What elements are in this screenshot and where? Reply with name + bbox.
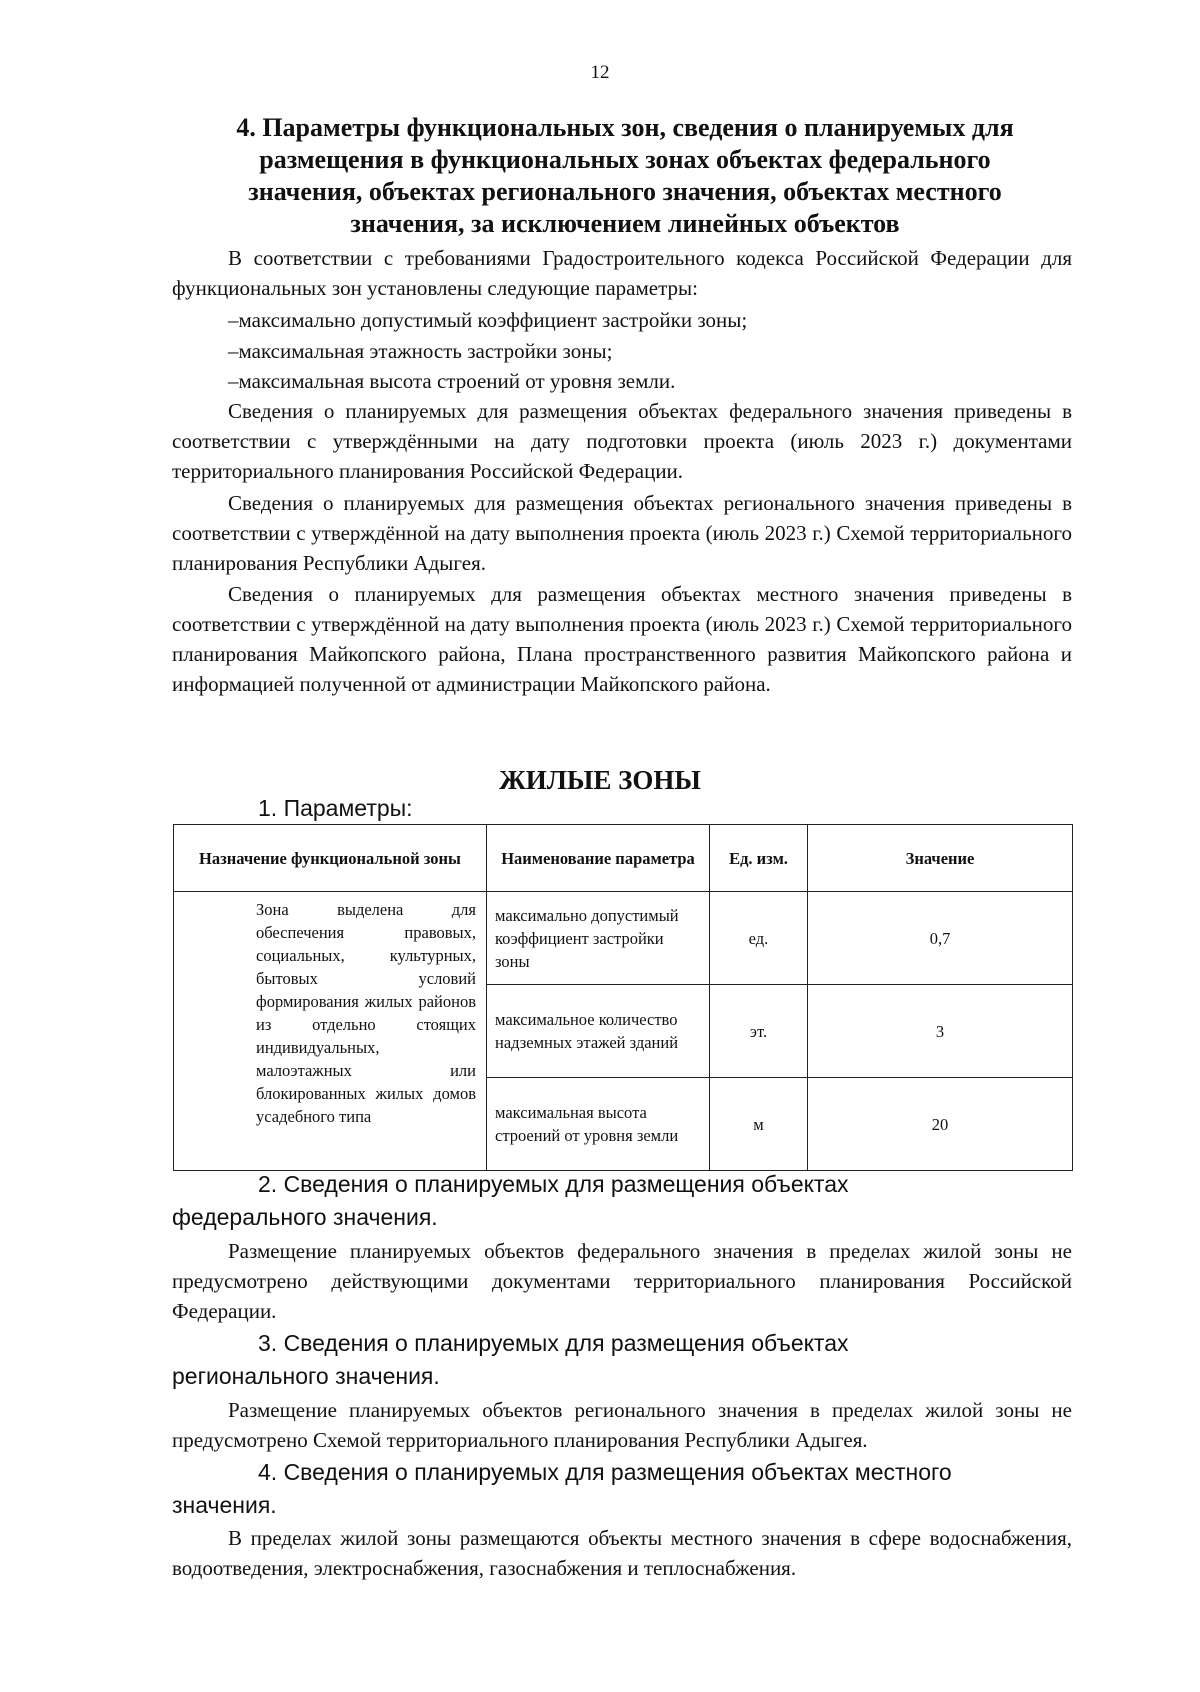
bullet-item: –максимально допустимый коэффициент застройки зоны; bbox=[228, 308, 748, 332]
regional-info-paragraph: Сведения о планируемых для размещения объектах регионального значения приведены в соответствии с утверждённой на дату выполнения проекта (июль 2023 г.) Схемой территориального планирования Республики Адыгея. bbox=[172, 491, 1072, 575]
section-title bbox=[185, 112, 1065, 240]
zone-heading: ЖИЛЫЕ ЗОНЫ bbox=[499, 765, 701, 795]
param-name: максимально допустимый коэффициент застройки зоны bbox=[487, 892, 710, 985]
params-heading bbox=[172, 792, 1072, 825]
federal-info-paragraph: Сведения о планируемых для размещения объектах федерального значения приведены в соответствии с утверждёнными на дату подготовки проекта (июль 2023 г.) документами территориального планирования Российской Федерации. bbox=[172, 399, 1072, 483]
regional-objects-text: Размещение планируемых объектов регионального значения в пределах жилой зоны не предусмотрено Схемой территориального планирования Республики Адыгея. bbox=[172, 1398, 1072, 1452]
regional-objects-heading bbox=[172, 1327, 1072, 1393]
federal-objects-heading bbox=[172, 1168, 1072, 1234]
parameters-table bbox=[173, 824, 1073, 1171]
params-heading-text: 1. Параметры: bbox=[258, 795, 413, 821]
header-parameter-name: Наименование параметра bbox=[487, 825, 710, 892]
heading-line: 2. Сведения о планируемых для размещения объектах bbox=[258, 1171, 849, 1197]
heading-line: федерального значения. bbox=[172, 1204, 438, 1230]
bullet-item: –максимальная этажность застройки зоны; bbox=[228, 339, 613, 363]
section-title-line: размещения в функциональных зонах объектах федерального bbox=[259, 145, 991, 174]
heading-line: 4. Сведения о планируемых для размещения объектах местного bbox=[258, 1459, 952, 1485]
local-info-paragraph: Сведения о планируемых для размещения объектах местного значения приведены в соответствии с утверждённой на дату выполнения проекта (июль 2023 г.) Схемой территориального планирования Майкопского района, Плана пространственного развития Майкопского района и информацией полученной от администрации Майкопского района. bbox=[172, 582, 1072, 696]
bullet-item: –максимальная высота строений от уровня земли. bbox=[228, 369, 676, 393]
zone-description: Зона выделена для обеспечения правовых, социальных, культурных, бытовых условий формирования жилых районов из отдельно стоящих индивидуальных, малоэтажных или блокированных жилых домов усадебного типа bbox=[174, 892, 487, 1171]
local-objects-heading bbox=[172, 1456, 1072, 1522]
heading-line: значения. bbox=[172, 1492, 277, 1518]
param-value: 0,7 bbox=[808, 892, 1073, 985]
heading-line: 3. Сведения о планируемых для размещения объектах bbox=[258, 1330, 849, 1356]
header-zone-purpose: Назначение функциональной зоны bbox=[174, 825, 487, 892]
param-unit: эт. bbox=[710, 985, 808, 1078]
param-value: 20 bbox=[808, 1078, 1073, 1171]
table-header-row bbox=[174, 825, 1073, 892]
param-name: максимальное количество надземных этажей зданий bbox=[487, 985, 710, 1078]
param-name: максимальная высота строений от уровня земли bbox=[487, 1078, 710, 1171]
page-number: 12 bbox=[590, 62, 610, 83]
local-objects-text: В пределах жилой зоны размещаются объекты местного значения в сфере водоснабжения, водоотведения, электроснабжения, газоснабжения и теплоснабжения. bbox=[172, 1526, 1072, 1580]
header-value: Значение bbox=[808, 825, 1073, 892]
param-unit: м bbox=[710, 1078, 808, 1171]
section-title-line: 4. Параметры функциональных зон, сведения о планируемых для bbox=[236, 113, 1014, 142]
intro-paragraph: В соответствии с требованиями Градостроительного кодекса Российской Федерации для функциональных зон установлены следующие параметры: bbox=[172, 246, 1072, 300]
table-row bbox=[174, 892, 1073, 985]
heading-line: регионального значения. bbox=[172, 1363, 440, 1389]
section-title-line: значения, объектах регионального значения, объектах местного bbox=[248, 177, 1002, 206]
param-value: 3 bbox=[808, 985, 1073, 1078]
federal-objects-text: Размещение планируемых объектов федерального значения в пределах жилой зоны не предусмотрено действующими документами территориального планирования Российской Федерации. bbox=[172, 1239, 1072, 1323]
section-title-line: значения, за исключением линейных объектов bbox=[350, 209, 900, 238]
header-unit: Ед. изм. bbox=[710, 825, 808, 892]
param-unit: ед. bbox=[710, 892, 808, 985]
